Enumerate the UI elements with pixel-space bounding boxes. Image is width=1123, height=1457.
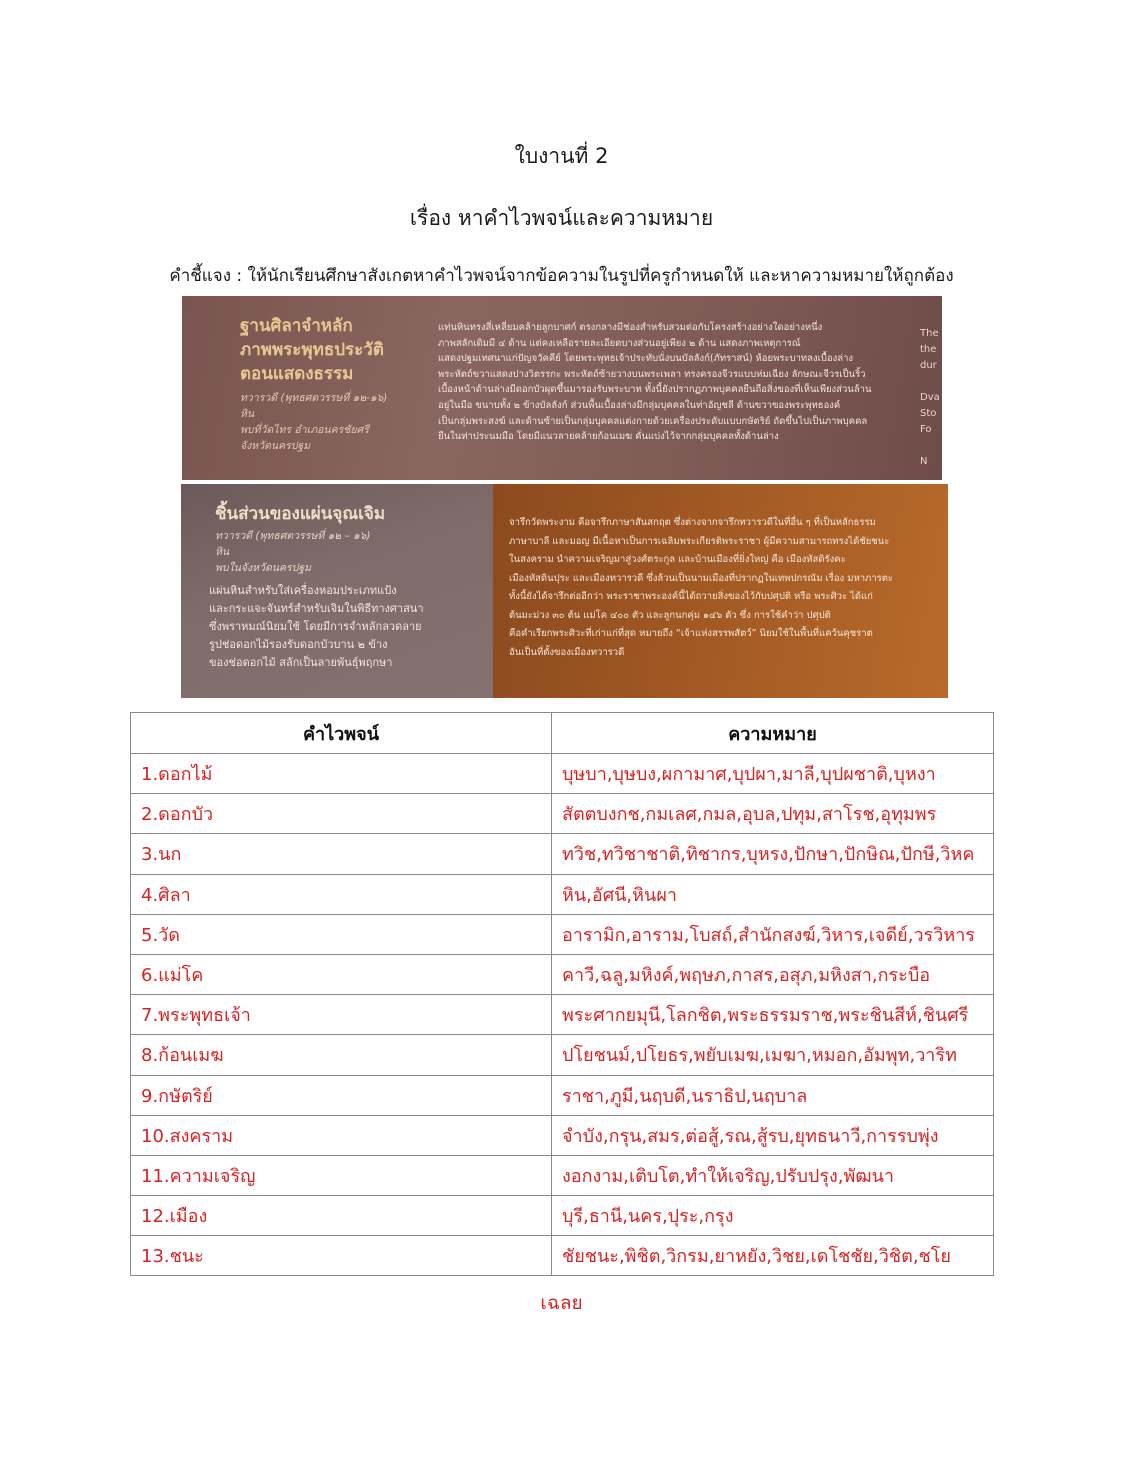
word-cell: 8.ก้อนเมฆ bbox=[131, 1035, 552, 1075]
table-row bbox=[131, 1155, 994, 1195]
sign-sub-line: จังหวัดนครปฐม bbox=[240, 440, 311, 452]
meaning-cell: พระศากยมุนี,โลกชิต,พระธรรมราช,พระชินสีห์,ชินศรี bbox=[552, 995, 994, 1035]
sign-body-line: ในสงคราม นำความเจริญมาสู่วงศ์ตระกูล และบ้านเมืองที่ยิ่งใหญ่ คือ เมืองหัสดิรังคะ bbox=[509, 554, 846, 565]
word-cell: 11.ความเจริญ bbox=[131, 1155, 552, 1195]
meaning-cell: หิน,อัศนี,หินผา bbox=[552, 874, 994, 914]
word-cell: 13.ชนะ bbox=[131, 1236, 552, 1276]
sign-title: ชิ้นส่วนของแผ่นจุณเจิม bbox=[215, 504, 386, 524]
table-row bbox=[131, 1115, 994, 1155]
sign-en-line: Fo bbox=[920, 424, 932, 435]
answer-key-label: เฉลย bbox=[540, 1292, 583, 1314]
sign-en-line: the bbox=[920, 344, 937, 355]
meaning-cell: บุษบา,บุษบง,ผกามาศ,บุปผา,มาลี,บุปผชาติ,บุหงา bbox=[552, 754, 994, 794]
meaning-cell: บุรี,ธานี,นคร,ปุระ,กรุง bbox=[552, 1196, 994, 1236]
meaning-cell: สัตตบงกช,กมเลศ,กมล,อุบล,ปทุม,สาโรช,อุทุมพร bbox=[552, 794, 994, 834]
sign-english-text bbox=[920, 326, 940, 470]
table-row bbox=[131, 995, 994, 1035]
sign-body-line: พระหัตถ์ขวาแสดงปางวิตรรกะ พระหัตถ์ซ้ายวางบนพระเพลา ทรงครองจีวรแบบห่มเฉียง ลักษณะจีวรเป็นริ้ว bbox=[438, 368, 866, 380]
column-header-meaning: ความหมาย bbox=[552, 713, 994, 754]
word-cell: 12.เมือง bbox=[131, 1196, 552, 1236]
word-cell: 9.กษัตริย์ bbox=[131, 1075, 552, 1115]
sign-body-line: ต้นมะม่วง ๓๐ ต้น แม่โค ๔๐๐ ตัว และลูกนกคุ่ม ๑๔๖ ตัว ซึ่ง การใช้คำว่า ปศุปติ bbox=[509, 609, 831, 621]
sign-body-line: อยู่ในมือ ขนาบทั้ง ๒ ข้างบัลลังก์ ส่วนพื้นเบื้องล่างมีกลุ่มบุคคลในท่าอัญชลี ด้านขวาของพระพุทธองค์ bbox=[438, 399, 841, 411]
sign-en-line bbox=[920, 438, 940, 454]
museum-label-photo-bottom-left bbox=[181, 484, 493, 698]
meaning-cell: จำบัง,กรุน,สมร,ต่อสู้,รณ,สู้รบ,ยุทธนาวี,การรบพุ่ง bbox=[552, 1115, 994, 1155]
sign-body-line: ซึ่งพราหมณ์นิยมใช้ โดยมีการจำหลักลวดลาย bbox=[209, 620, 422, 633]
museum-label-photo-top bbox=[182, 296, 942, 480]
sign-en-line: N bbox=[920, 456, 928, 467]
meaning-cell: คาวี,ฉลู,มหิงค์,พฤษภ,กาสร,อสุภ,มหิงสา,กระบือ bbox=[552, 954, 994, 994]
sign-body-line: ของช่อดอกไม้ สลักเป็นลายพันธุ์พฤกษา bbox=[209, 656, 393, 669]
sign-body-line: อันเป็นที่ตั้งของเมืองทวารวดี bbox=[509, 646, 625, 658]
table-header-row bbox=[131, 713, 994, 754]
word-cell: 1.ดอกไม้ bbox=[131, 754, 552, 794]
table-row bbox=[131, 1035, 994, 1075]
instruction-text: คำชี้แจง : ให้นักเรียนศึกษาสังเกตหาคำไวพจน์จากข้อความในรูปที่ครูกำหนดให้ และหาความหมายให้ถูกต้อง bbox=[169, 266, 954, 286]
page-title: ใบงานที่ 2 bbox=[514, 144, 609, 168]
word-cell: 3.นก bbox=[131, 834, 552, 874]
sign-en-line bbox=[920, 374, 940, 390]
meaning-cell: งอกงาม,เติบโต,ทำให้เจริญ,ปรับปรุง,พัฒนา bbox=[552, 1155, 994, 1195]
sign-body-line: แผ่นหินสำหรับใส่เครื่องหอมประเภทแป้ง bbox=[209, 584, 397, 597]
sign-title-line: ภาพพระพุทธประวัติ bbox=[240, 340, 384, 360]
vocabulary-table bbox=[130, 712, 994, 1276]
word-cell: 4.ศิลา bbox=[131, 874, 552, 914]
sign-title bbox=[240, 314, 384, 386]
sign-body-line: จารึกวัดพระงาม คือจารึกภาษาสันสกฤต ซึ่งต่างจากจารึกทวารวดีในที่อื่น ๆ ที่เป็นหลักธรรม bbox=[509, 517, 876, 528]
word-cell: 2.ดอกบัว bbox=[131, 794, 552, 834]
page-subtitle: เรื่อง หาคำไวพจน์และความหมาย bbox=[409, 206, 714, 230]
sign-body-line: ยืนในท่าประนมมือ โดยมีแนวลายคล้ายก้อนเมฆ คั่นแบ่งไว้จากกลุ่มบุคคลทั้งด้านล่าง bbox=[438, 431, 779, 443]
sign-title-line: ตอนแสดงธรรม bbox=[240, 364, 354, 384]
column-header-word: คำไวพจน์ bbox=[131, 713, 552, 754]
sign-sub-line: พบในจังหวัดนครปฐม bbox=[215, 562, 312, 574]
sign-sub-line: พบที่วัดไทร อำเภอนครชัยศรี bbox=[240, 424, 369, 436]
sign-body-line: ทั้งนี้ยังได้จารึกต่ออีกว่า พระราชาพระองค์นี้ได้ถวายสิ่งของไว้กับปศุปติ หรือ พระศิวะ ได้แก่ bbox=[509, 591, 873, 602]
table-row bbox=[131, 954, 994, 994]
table-row bbox=[131, 874, 994, 914]
word-cell: 7.พระพุทธเจ้า bbox=[131, 995, 552, 1035]
sign-title-line: ฐานศิลาจำหลัก bbox=[240, 316, 353, 336]
sign-sub-line: หิน bbox=[240, 408, 255, 420]
sign-en-line: Dva bbox=[920, 392, 940, 403]
word-cell: 6.แม่โค bbox=[131, 954, 552, 994]
sign-body-line: แท่นหินทรงสี่เหลี่ยมคล้ายลูกบาศก์ ตรงกลางมีช่องสำหรับสวมต่อกับโครงสร้างอย่างใดอย่างหนึ่ง bbox=[438, 322, 823, 333]
sign-body-line: และกระแจะจันทร์สำหรับเจิมในพิธีทางศาสนา bbox=[209, 602, 424, 615]
sign-subtitle bbox=[240, 390, 387, 454]
sign-body-line: เมืองหัสดินปุระ และเมืองทวารวดี ซึ่งล้วนเป็นนามเมืองที่ปรากฏในเทพปกรณัม เรื่อง มหาภารตะ bbox=[509, 572, 894, 584]
sign-sub-line: หิน bbox=[215, 546, 230, 558]
sign-body bbox=[438, 320, 908, 445]
table-row bbox=[131, 914, 994, 954]
table-row bbox=[131, 1196, 994, 1236]
sign-en-line: The bbox=[920, 328, 939, 339]
meaning-cell: อารามิก,อาราม,โบสถ์,สำนักสงฆ์,วิหาร,เจดีย์,วรวิหาร bbox=[552, 914, 994, 954]
museum-label-photo-bottom-right bbox=[493, 484, 948, 698]
sign-sub-line: ทวารวดี (พุทธศตวรรษที่ ๑๒-๑๖) bbox=[240, 392, 388, 404]
sign-subtitle bbox=[215, 528, 371, 576]
sign-body bbox=[509, 514, 939, 662]
sign-body-line: เป็นกลุ่มพระสงฆ์ และด้านซ้ายเป็นกลุ่มบุคคลแต่งกายด้วยเครื่องประดับแบบกษัตริย์ ถัดขึ้นไปเป็นภาพบุคคล bbox=[438, 415, 868, 427]
table-row bbox=[131, 794, 994, 834]
sign-body-line: ภาพสลักเดิมมี ๔ ด้าน แต่คงเหลือรายละเอียดบางส่วนอยู่เพียง ๒ ด้าน แสดงภาพเหตุการณ์ bbox=[438, 337, 801, 349]
table-row bbox=[131, 754, 994, 794]
sign-body bbox=[209, 582, 424, 672]
sign-en-line: Sto bbox=[920, 408, 937, 419]
meaning-cell: ราชา,ภูมี,นฤบดี,นราธิป,นฤบาล bbox=[552, 1075, 994, 1115]
sign-body-line: แสดงปฐมเทศนาแก่ปัญจวัคคีย์ โดยพระพุทธเจ้าประทับนั่งบนบัลลังก์(ภัทราสน์) ห้อยพระบาทลงเบื้องล่าง bbox=[438, 353, 854, 365]
table-row bbox=[131, 1236, 994, 1276]
sign-body-line: คือคำเรียกพระศิวะที่เก่าแก่ที่สุด หมายถึง “เจ้าแห่งสรรพสัตว์” นิยมใช้ในพื้นที่แคว้นคุชราต bbox=[509, 628, 873, 639]
table-row bbox=[131, 834, 994, 874]
word-cell: 10.สงคราม bbox=[131, 1115, 552, 1155]
word-cell: 5.วัด bbox=[131, 914, 552, 954]
sign-body-line: ภาษาบาลี และมอญ มีเนื้อหาเป็นการเฉลิมพระเกียรติพระราชา ผู้มีความสามารถทรงได้ชัยชนะ bbox=[509, 535, 890, 547]
sign-body-line: เบื้องหน้าด้านล่างมีดอกบัวผุดขึ้นมารองรับพระบาท ทั้งนี้ยังปรากฏภาพบุคคลยืนถือสิ่งของที่เห็นเพียงส่วนล้าน bbox=[438, 384, 872, 396]
sign-body-line: รูปช่อดอกไม้รองรับดอกบัวบาน ๒ ข้าง bbox=[209, 638, 388, 651]
sign-en-line: dur bbox=[920, 360, 937, 371]
meaning-cell: ปโยชนม์,ปโยธร,พยับเมฆ,เมฆา,หมอก,อัมพุท,วาริท bbox=[552, 1035, 994, 1075]
table-row bbox=[131, 1075, 994, 1115]
meaning-cell: ทวิช,ทวิชาชาติ,ทิชากร,บุหรง,ปักษา,ปักษิณ,ปักษี,วิหค bbox=[552, 834, 994, 874]
sign-sub-line: ทวารวดี (พุทธศตวรรษที่ ๑๒ – ๑๖) bbox=[215, 530, 371, 542]
meaning-cell: ชัยชนะ,พิชิต,วิกรม,ยาหยัง,วิชย,เดโชชัย,วิชิต,ชโย bbox=[552, 1236, 994, 1276]
